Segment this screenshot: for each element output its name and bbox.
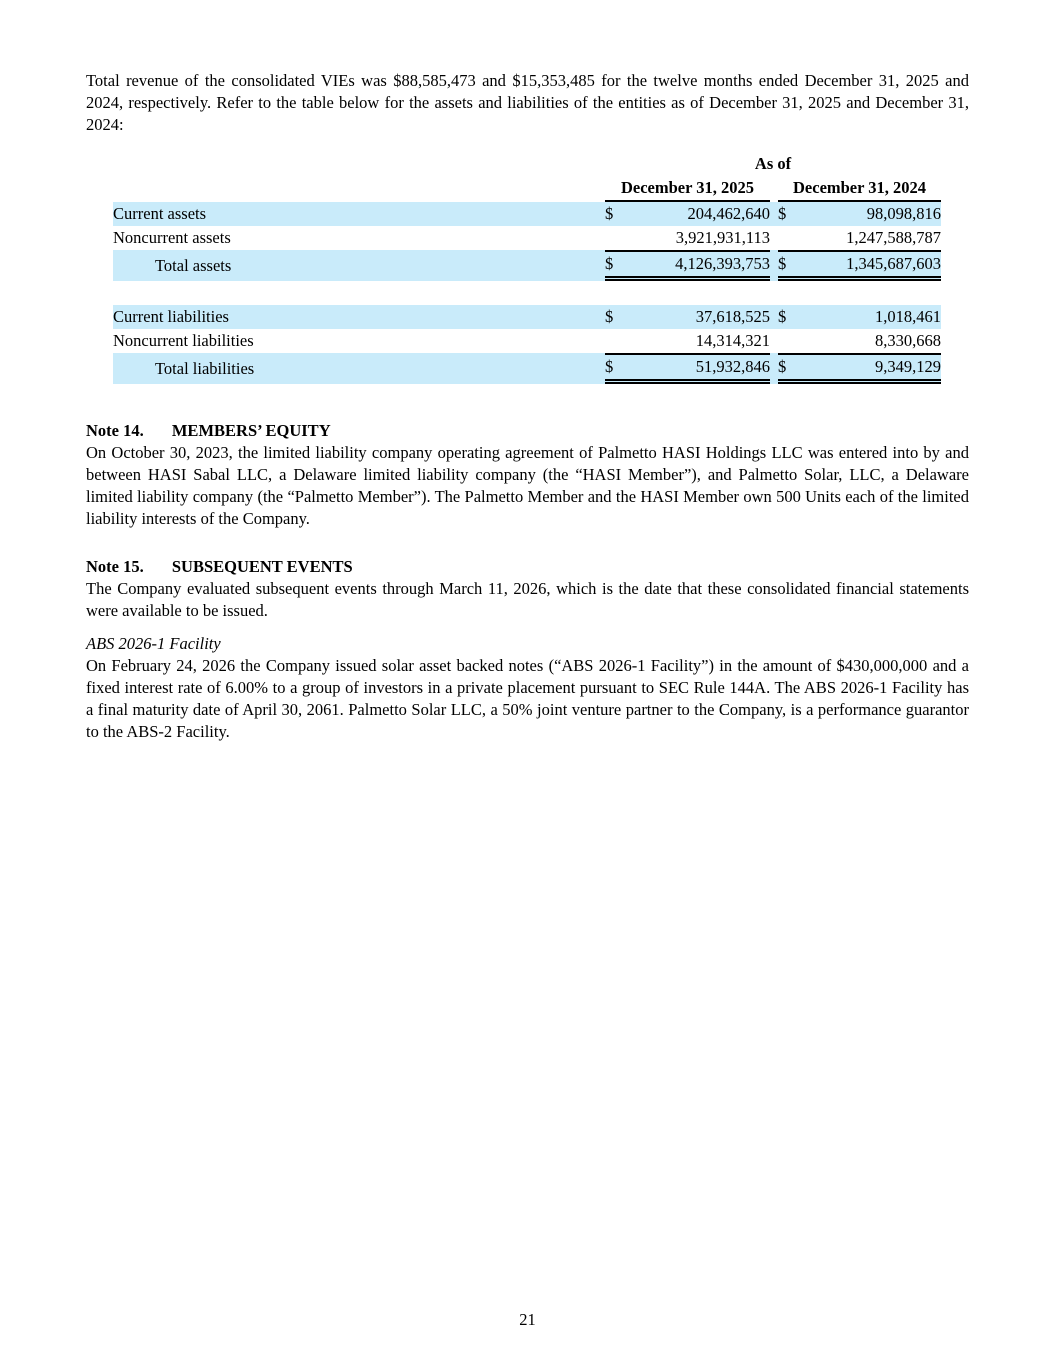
table-row-noncurrent-liabilities: [113, 329, 941, 353]
column-gap: [770, 202, 778, 226]
note15-number: Note 15.: [86, 557, 144, 576]
value-2025: 204,462,640: [621, 202, 770, 226]
value-2024: 1,018,461: [794, 305, 941, 329]
table-row-total-assets: [113, 250, 941, 281]
row-label: Total liabilities: [113, 353, 605, 384]
value-2024: 8,330,668: [875, 331, 942, 350]
currency-symbol: $: [778, 202, 794, 226]
empty-cell: [113, 176, 605, 202]
value-2024: 1,345,687,603: [794, 250, 941, 281]
page-number: 21: [519, 1310, 536, 1329]
row-label: Total assets: [113, 250, 605, 281]
column-gap: [770, 353, 778, 384]
value-2024: 98,098,816: [794, 202, 941, 226]
column-gap: [770, 250, 778, 281]
note15-title: SUBSEQUENT EVENTS: [171, 557, 353, 576]
column-gap: [770, 305, 778, 329]
value-2025: 51,932,846: [621, 353, 770, 384]
currency-symbol: [605, 329, 621, 353]
table-row-noncurrent-assets: [113, 226, 941, 250]
row-label: Noncurrent liabilities: [113, 331, 254, 350]
note15-body: The Company evaluated subsequent events through March 11, 2026, which is the date that these consolidated financial statements were available to be issued.: [86, 579, 969, 620]
value-2025: 3,921,931,113: [675, 228, 770, 247]
currency-symbol: $: [605, 305, 621, 329]
currency-symbol: $: [605, 353, 621, 384]
column-gap: [770, 329, 778, 353]
table-row-total-liabilities: [113, 353, 941, 384]
currency-symbol: $: [605, 250, 621, 281]
intro-paragraph: Total revenue of the consolidated VIEs was $88,585,473 and $15,353,485 for the twelve months ended December 31, 2025 and 2024, respectively. Refer to the table below for the assets and liabilities of the entities as of December 31, 2025 and December 31, 2024:: [86, 71, 969, 134]
row-label: Noncurrent assets: [113, 228, 231, 247]
column-gap: [770, 226, 778, 250]
note14-title: MEMBERS’ EQUITY: [171, 421, 331, 440]
note14-body: On October 30, 2023, the limited liability company operating agreement of Palmetto HASI Holdings LLC was entered into by and between HASI Sabal LLC, a Delaware limited liability company (the “HASI Member”), and Palmetto Solar, LLC, a Delaware limited liability company (the “Palmetto Member”). The Palmetto Member and the HASI Member own 500 Units each of the limited liability interests of the Company.: [86, 443, 969, 528]
table-asof-row: [113, 152, 941, 176]
note15-heading: [86, 556, 969, 578]
empty-cell: [113, 281, 941, 305]
abs-facility-body: On February 24, 2026 the Company issued solar asset backed notes (“ABS 2026-1 Facility”) in the amount of $430,000,000 and a fixed interest rate of 6.00% to a group of investors in a private placement pursuant to SEC Rule 144A. The ABS 2026-1 Facility has a final maturity date of April 30, 2061. Palmetto Solar LLC, a 50% joint venture partner to the Company, is a performance guarantor to the ABS-2 Facility.: [86, 656, 969, 741]
value-2025: 37,618,525: [621, 305, 770, 329]
value-2024: 9,349,129: [794, 353, 941, 384]
currency-symbol: [605, 226, 621, 250]
vie-assets-liabilities-table: [113, 152, 941, 384]
value-2025: 4,126,393,753: [621, 250, 770, 281]
note14-number: Note 14.: [86, 421, 144, 440]
column-header-dec-31-2025: December 31, 2025: [605, 176, 770, 202]
currency-symbol: $: [778, 250, 794, 281]
row-label: Current liabilities: [113, 305, 605, 329]
currency-symbol: $: [778, 305, 794, 329]
currency-symbol: $: [605, 202, 621, 226]
empty-cell: [113, 152, 605, 176]
currency-symbol: [778, 226, 794, 250]
column-gap: [770, 176, 778, 202]
value-2025: 14,314,321: [695, 331, 770, 350]
row-label: Current assets: [113, 202, 605, 226]
table-spacer-row: [113, 281, 941, 305]
table-date-header-row: [113, 176, 941, 202]
asof-header: As of: [754, 154, 792, 173]
currency-symbol: [778, 329, 794, 353]
abs-facility-subheading: ABS 2026-1 Facility: [86, 634, 221, 653]
note14-heading: [86, 420, 969, 442]
table-row-current-assets: [113, 202, 941, 226]
currency-symbol: $: [778, 353, 794, 384]
column-header-dec-31-2024: December 31, 2024: [778, 176, 941, 202]
table-row-current-liabilities: [113, 305, 941, 329]
value-2024: 1,247,588,787: [846, 228, 942, 247]
